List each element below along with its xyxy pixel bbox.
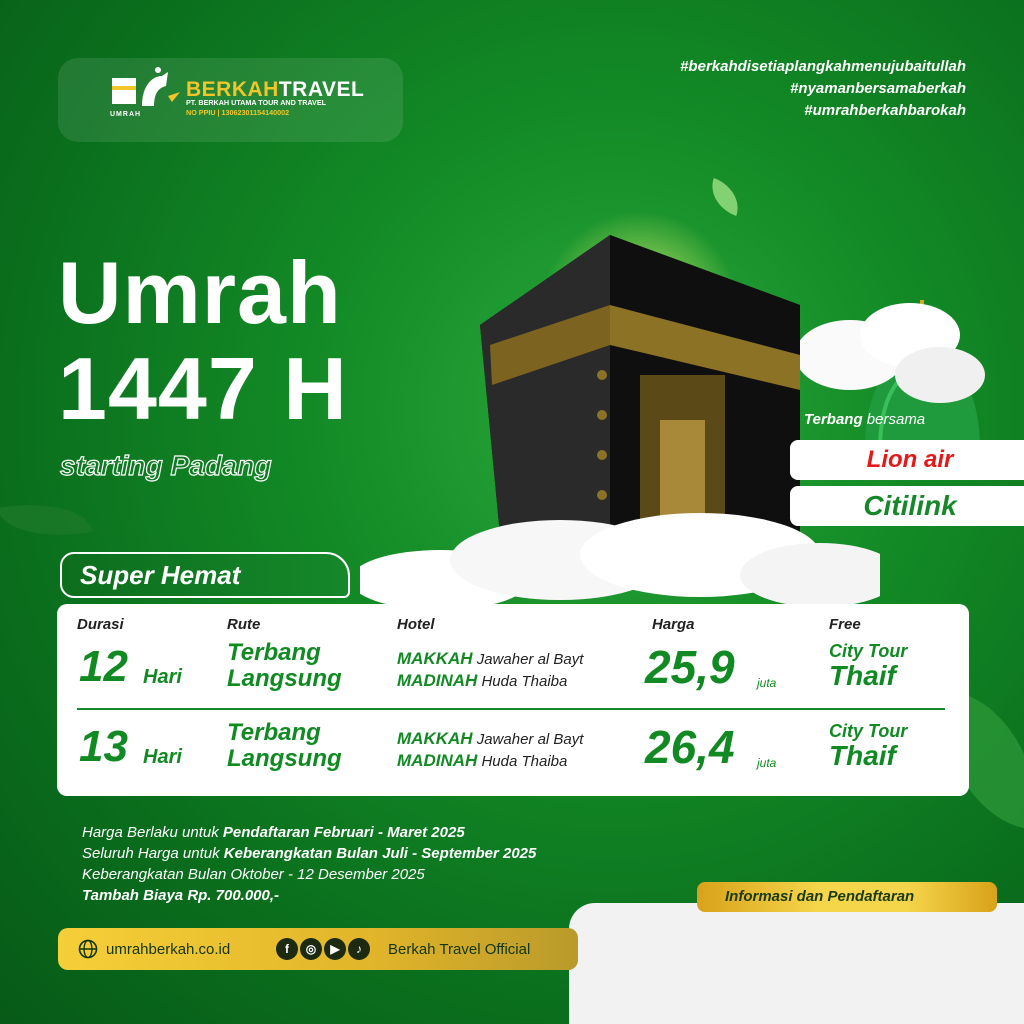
year-title: 1447 H [58,339,348,438]
package-table [57,604,969,796]
leaf-decoration [0,492,93,547]
lion-air-logo [790,440,1024,480]
hotel-city: MADINAH [397,671,478,690]
free-line: City Tour [829,721,908,741]
globe-icon [78,939,98,959]
duration-unit: Hari [143,666,182,688]
logo-label: UMRAH [110,111,142,118]
price-unit: juta [757,756,777,770]
route-line: Langsung [227,745,342,772]
row-divider [77,708,945,710]
route [227,640,342,692]
note-text-bold: Pendaftaran Februari - Maret 2025 [222,824,465,841]
hotel-madinah [397,670,583,692]
route [227,720,342,772]
company-name: PT. BERKAH UTAMA TOUR AND TRAVEL [186,98,327,107]
hotel-name: Jawaher al Bayt [472,651,584,668]
hashtag: #nyamanbersamaberkah [790,80,966,97]
route-line: Terbang [227,639,321,666]
duration-number: 12 [79,642,128,691]
header-rute: Rute [227,616,261,633]
header-hotel: Hotel [397,616,435,633]
price: 25,9 [645,641,735,693]
note-line-bold [82,885,536,906]
instagram-icon[interactable]: ◎ [300,938,322,960]
hashtag-list [680,56,966,122]
airline-label-bold: Terbang [804,411,863,428]
price-unit: juta [757,676,777,690]
hotel-name: Huda Thaiba [477,673,568,690]
tiktok-icon[interactable]: ♪ [348,938,370,960]
price: 26,4 [645,721,735,773]
duration-number: 13 [79,722,128,771]
note-text-bold: Tambah Biaya Rp. 700.000,- [82,887,280,904]
header-harga: Harga [652,616,695,633]
free-bonus [829,640,907,690]
price-notes [82,822,536,906]
note-text-bold: Keberangkatan Bulan Juli - September 2025 [223,845,537,862]
route-line: Terbang [227,719,321,746]
hotel-info [397,648,583,692]
main-title: Umrah [58,243,342,342]
brand-name-highlight: BERKAH [186,78,279,101]
free-line: City Tour [829,641,908,661]
info-card [569,903,1024,1024]
note-line: Keberangkatan Bulan Oktober - 12 Desember 2025 [82,866,425,883]
free-line: Thaif [829,660,896,691]
header-free: Free [829,616,861,633]
info-label: Informasi dan Pendaftaran [725,888,915,905]
hashtag: #berkahdisetiaplangkahmenujubaitullah [680,58,966,75]
facebook-icon[interactable]: f [276,938,298,960]
package-tag [60,552,350,598]
airline-label-rest: bersama [862,411,926,428]
note-line [82,843,536,864]
free-line: Thaif [829,740,896,771]
duration-unit: Hari [143,746,182,768]
hotel-name: Huda Thaiba [477,753,568,770]
contact-bar [58,928,578,970]
hotel-city: MAKKAH [397,649,473,668]
hotel-name: Jawaher al Bayt [472,731,584,748]
airline-label [804,411,925,428]
package-tag-label: Super Hemat [80,560,241,590]
citilink-text: Citilink [863,490,957,521]
info-banner [697,882,997,912]
website-link[interactable]: umrahberkah.co.id [106,940,231,958]
departure-city: starting Padang [60,450,272,481]
hotel-city: MAKKAH [397,729,473,748]
ppiu-number: NO PPIU | 13062301154140002 [186,108,290,117]
hotel-makkah [397,728,583,750]
hashtag: #umrahberkahbarokah [804,102,966,119]
free-bonus [829,720,907,770]
note-text: Harga Berlaku untuk [82,824,223,841]
header-durasi: Durasi [77,616,124,633]
leaf-decoration [704,178,746,216]
youtube-icon[interactable]: ▶ [324,938,346,960]
hotel-city: MADINAH [397,751,478,770]
note-line [82,822,536,843]
table-row [57,634,969,714]
hotel-info [397,728,583,772]
brand-name-rest: TRAVEL [278,78,365,101]
note-text: Seluruh Harga untuk [82,845,224,862]
route-line: Langsung [227,665,342,692]
table-row [57,714,969,794]
hotel-makkah [397,648,583,670]
social-handle[interactable]: Berkah Travel Official [388,940,531,958]
lion-air-text: Lion air [866,446,954,473]
citilink-logo [790,486,1024,526]
hotel-madinah [397,750,583,772]
